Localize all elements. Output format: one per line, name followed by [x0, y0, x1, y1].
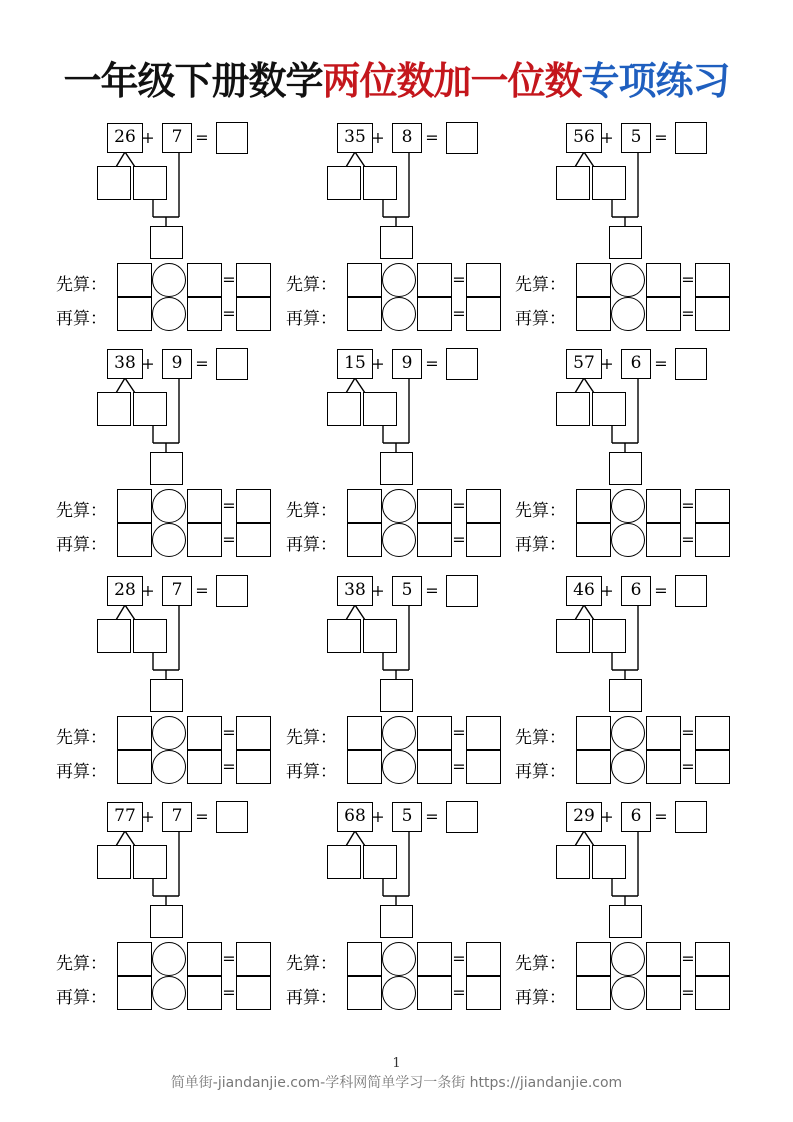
- addition-problem: [515, 348, 745, 568]
- first-step-label: 先算：: [286, 275, 337, 295]
- first-step-result-box[interactable]: [236, 716, 271, 750]
- then-step-operand-1-box[interactable]: [576, 297, 611, 331]
- second-addend: 5: [392, 576, 422, 606]
- first-addend: 46: [566, 576, 602, 606]
- then-step-label: 再算：: [56, 762, 107, 782]
- first-step-equals-sign: =: [681, 496, 695, 515]
- split-tens-box[interactable]: [97, 619, 131, 653]
- equals-sign: =: [654, 807, 668, 826]
- connector-line: [125, 831, 135, 846]
- first-step-label: 先算：: [286, 954, 337, 974]
- second-addend: 5: [621, 123, 651, 153]
- first-step-operand-1-box[interactable]: [576, 489, 611, 523]
- answer-box[interactable]: [446, 575, 478, 607]
- connector-line: [575, 605, 584, 620]
- first-step-operator-circle[interactable]: [382, 942, 416, 976]
- answer-box[interactable]: [675, 575, 707, 607]
- answer-box[interactable]: [446, 122, 478, 154]
- then-step-equals-sign: =: [452, 530, 466, 549]
- first-step-operand-1-box[interactable]: [576, 942, 611, 976]
- split-tens-box[interactable]: [556, 166, 590, 200]
- first-step-label: 先算：: [56, 501, 107, 521]
- first-step-equals-sign: =: [681, 723, 695, 742]
- first-step-operand-1-box[interactable]: [117, 716, 152, 750]
- connector-line: [346, 831, 355, 846]
- then-step-operand-2-box[interactable]: [417, 976, 452, 1010]
- equals-sign: =: [425, 581, 439, 600]
- plus-sign: +: [600, 581, 614, 600]
- plus-sign: +: [371, 354, 385, 373]
- then-step-operand-2-box[interactable]: [646, 976, 681, 1010]
- plus-sign: +: [141, 581, 155, 600]
- first-step-result-box[interactable]: [466, 942, 501, 976]
- then-step-operator-circle[interactable]: [152, 976, 186, 1010]
- combine-box[interactable]: [609, 452, 642, 485]
- then-step-label: 再算：: [286, 309, 337, 329]
- plus-sign: +: [141, 128, 155, 147]
- equals-sign: =: [195, 354, 209, 373]
- connector-line: [584, 831, 594, 846]
- then-step-result-box[interactable]: [695, 523, 730, 557]
- then-step-label: 再算：: [286, 535, 337, 555]
- connector-line: [355, 605, 365, 620]
- answer-box[interactable]: [675, 801, 707, 833]
- equals-sign: =: [654, 354, 668, 373]
- then-step-operand-1-box[interactable]: [117, 297, 152, 331]
- combine-box[interactable]: [609, 905, 642, 938]
- first-step-equals-sign: =: [452, 949, 466, 968]
- answer-box[interactable]: [216, 801, 248, 833]
- first-step-equals-sign: =: [452, 496, 466, 515]
- then-step-label: 再算：: [515, 988, 566, 1008]
- then-step-label: 再算：: [515, 535, 566, 555]
- combine-box[interactable]: [150, 679, 183, 712]
- then-step-operator-circle[interactable]: [382, 976, 416, 1010]
- then-step-operand-1-box[interactable]: [347, 523, 382, 557]
- then-step-result-box[interactable]: [466, 523, 501, 557]
- then-step-label: 再算：: [56, 309, 107, 329]
- then-step-equals-sign: =: [681, 757, 695, 776]
- first-step-operator-circle[interactable]: [152, 716, 186, 750]
- plus-sign: +: [371, 128, 385, 147]
- then-step-operand-2-box[interactable]: [417, 523, 452, 557]
- split-tens-box[interactable]: [327, 166, 361, 200]
- combine-box[interactable]: [380, 452, 413, 485]
- combine-box[interactable]: [609, 226, 642, 259]
- then-step-operand-2-box[interactable]: [417, 750, 452, 784]
- split-ones-box[interactable]: [133, 166, 167, 200]
- then-step-equals-sign: =: [452, 757, 466, 776]
- then-step-equals-sign: =: [681, 983, 695, 1002]
- plus-sign: +: [371, 581, 385, 600]
- split-tens-box[interactable]: [556, 619, 590, 653]
- plus-sign: +: [141, 354, 155, 373]
- split-tens-box[interactable]: [97, 845, 131, 879]
- second-addend: 9: [162, 349, 192, 379]
- then-step-equals-sign: =: [222, 983, 236, 1002]
- then-step-operand-2-box[interactable]: [187, 297, 222, 331]
- combine-box[interactable]: [380, 679, 413, 712]
- then-step-operator-circle[interactable]: [611, 750, 645, 784]
- connector-line: [116, 152, 125, 167]
- first-step-equals-sign: =: [222, 723, 236, 742]
- then-step-result-box[interactable]: [236, 523, 271, 557]
- then-step-operand-1-box[interactable]: [117, 523, 152, 557]
- first-step-operator-circle[interactable]: [611, 942, 645, 976]
- first-step-result-box[interactable]: [236, 489, 271, 523]
- first-addend: 29: [566, 802, 602, 832]
- plus-sign: +: [371, 807, 385, 826]
- then-step-operand-1-box[interactable]: [347, 750, 382, 784]
- first-step-operator-circle[interactable]: [382, 263, 416, 297]
- then-step-equals-sign: =: [681, 530, 695, 549]
- first-step-operand-1-box[interactable]: [347, 716, 382, 750]
- first-step-equals-sign: =: [452, 723, 466, 742]
- then-step-operand-2-box[interactable]: [646, 750, 681, 784]
- connector-line: [355, 152, 365, 167]
- then-step-operand-1-box[interactable]: [117, 976, 152, 1010]
- first-step-label: 先算：: [56, 275, 107, 295]
- second-addend: 7: [162, 802, 192, 832]
- first-step-operand-2-box[interactable]: [417, 942, 452, 976]
- addition-problem: [515, 575, 745, 795]
- then-step-operator-circle[interactable]: [152, 523, 186, 557]
- second-addend: 5: [392, 802, 422, 832]
- combine-box[interactable]: [150, 905, 183, 938]
- split-tens-box[interactable]: [327, 392, 361, 426]
- second-addend: 6: [621, 349, 651, 379]
- then-step-operator-circle[interactable]: [611, 976, 645, 1010]
- second-addend: 6: [621, 576, 651, 606]
- connector-line: [116, 831, 125, 846]
- title-part-practice: 专项练习: [581, 59, 730, 103]
- connector-line: [346, 152, 355, 167]
- addition-problem: [515, 801, 745, 1021]
- title-part-grade: 一年级下册数学: [63, 59, 323, 103]
- first-addend: 38: [107, 349, 143, 379]
- connector-line: [575, 152, 584, 167]
- then-step-operator-circle[interactable]: [382, 297, 416, 331]
- combine-box[interactable]: [150, 226, 183, 259]
- split-ones-box[interactable]: [363, 619, 397, 653]
- first-step-label: 先算：: [515, 728, 566, 748]
- first-step-operand-1-box[interactable]: [576, 716, 611, 750]
- answer-box[interactable]: [446, 348, 478, 380]
- first-step-equals-sign: =: [681, 949, 695, 968]
- equals-sign: =: [425, 807, 439, 826]
- first-step-result-box[interactable]: [236, 263, 271, 297]
- answer-box[interactable]: [675, 122, 707, 154]
- then-step-label: 再算：: [56, 988, 107, 1008]
- split-ones-box[interactable]: [133, 845, 167, 879]
- first-addend: 15: [337, 349, 373, 379]
- first-step-operand-2-box[interactable]: [417, 263, 452, 297]
- first-step-operand-2-box[interactable]: [646, 716, 681, 750]
- then-step-result-box[interactable]: [466, 750, 501, 784]
- first-step-label: 先算：: [515, 954, 566, 974]
- first-step-operator-circle[interactable]: [382, 716, 416, 750]
- then-step-result-box[interactable]: [236, 297, 271, 331]
- first-step-operand-1-box[interactable]: [117, 489, 152, 523]
- split-tens-box[interactable]: [97, 392, 131, 426]
- addition-problem: [286, 801, 516, 1021]
- connector-line: [125, 605, 135, 620]
- first-step-operand-1-box[interactable]: [347, 263, 382, 297]
- first-step-operator-circle[interactable]: [152, 942, 186, 976]
- then-step-result-box[interactable]: [695, 750, 730, 784]
- split-ones-box[interactable]: [592, 392, 626, 426]
- first-step-result-box[interactable]: [466, 263, 501, 297]
- first-step-operator-circle[interactable]: [152, 263, 186, 297]
- addition-problem: [286, 122, 516, 342]
- first-step-operand-1-box[interactable]: [117, 263, 152, 297]
- first-addend: 77: [107, 802, 143, 832]
- then-step-equals-sign: =: [452, 983, 466, 1002]
- combine-box[interactable]: [150, 452, 183, 485]
- connector-line: [346, 605, 355, 620]
- first-addend: 57: [566, 349, 602, 379]
- split-ones-box[interactable]: [592, 166, 626, 200]
- first-step-operand-2-box[interactable]: [646, 489, 681, 523]
- then-step-operand-2-box[interactable]: [646, 297, 681, 331]
- then-step-operand-1-box[interactable]: [576, 976, 611, 1010]
- then-step-label: 再算：: [515, 762, 566, 782]
- first-step-operand-2-box[interactable]: [187, 716, 222, 750]
- then-step-operator-circle[interactable]: [152, 297, 186, 331]
- first-step-equals-sign: =: [222, 949, 236, 968]
- connector-line: [584, 152, 594, 167]
- equals-sign: =: [654, 581, 668, 600]
- title-part-topic: 两位数加一位数: [322, 59, 582, 103]
- first-step-operand-1-box[interactable]: [347, 942, 382, 976]
- equals-sign: =: [425, 354, 439, 373]
- combine-box[interactable]: [380, 226, 413, 259]
- addition-problem: [286, 575, 516, 795]
- first-step-result-box[interactable]: [466, 716, 501, 750]
- answer-box[interactable]: [216, 348, 248, 380]
- first-step-label: 先算：: [286, 728, 337, 748]
- then-step-operator-circle[interactable]: [382, 523, 416, 557]
- then-step-operand-1-box[interactable]: [576, 523, 611, 557]
- page-number: 1: [392, 1056, 401, 1071]
- answer-box[interactable]: [216, 575, 248, 607]
- addition-problem: [515, 122, 745, 342]
- then-step-operator-circle[interactable]: [611, 523, 645, 557]
- then-step-equals-sign: =: [681, 304, 695, 323]
- first-step-label: 先算：: [56, 728, 107, 748]
- second-addend: 7: [162, 123, 192, 153]
- then-step-operand-2-box[interactable]: [187, 750, 222, 784]
- split-ones-box[interactable]: [592, 619, 626, 653]
- then-step-operator-circle[interactable]: [611, 297, 645, 331]
- plus-sign: +: [600, 354, 614, 373]
- first-step-operand-1-box[interactable]: [117, 942, 152, 976]
- equals-sign: =: [195, 807, 209, 826]
- then-step-label: 再算：: [286, 988, 337, 1008]
- equals-sign: =: [425, 128, 439, 147]
- first-step-operand-1-box[interactable]: [347, 489, 382, 523]
- connector-line: [125, 378, 135, 393]
- connector-line: [116, 605, 125, 620]
- first-step-result-box[interactable]: [695, 716, 730, 750]
- first-step-operand-2-box[interactable]: [646, 942, 681, 976]
- split-ones-box[interactable]: [133, 392, 167, 426]
- then-step-operand-2-box[interactable]: [187, 523, 222, 557]
- first-step-operand-2-box[interactable]: [187, 263, 222, 297]
- then-step-equals-sign: =: [452, 304, 466, 323]
- first-step-operator-circle[interactable]: [611, 489, 645, 523]
- first-step-operand-2-box[interactable]: [646, 263, 681, 297]
- connector-line: [575, 831, 584, 846]
- connector-line: [584, 605, 594, 620]
- then-step-equals-sign: =: [222, 304, 236, 323]
- first-step-label: 先算：: [515, 275, 566, 295]
- plus-sign: +: [141, 807, 155, 826]
- split-ones-box[interactable]: [592, 845, 626, 879]
- first-step-operator-circle[interactable]: [611, 716, 645, 750]
- then-step-label: 再算：: [286, 762, 337, 782]
- then-step-result-box[interactable]: [695, 297, 730, 331]
- split-ones-box[interactable]: [133, 619, 167, 653]
- first-addend: 68: [337, 802, 373, 832]
- then-step-equals-sign: =: [222, 530, 236, 549]
- then-step-result-box[interactable]: [236, 750, 271, 784]
- first-step-equals-sign: =: [681, 270, 695, 289]
- split-tens-box[interactable]: [327, 845, 361, 879]
- connector-line: [355, 378, 365, 393]
- then-step-result-box[interactable]: [695, 976, 730, 1010]
- first-step-operator-circle[interactable]: [611, 263, 645, 297]
- first-addend: 56: [566, 123, 602, 153]
- first-step-result-box[interactable]: [466, 489, 501, 523]
- first-step-operand-2-box[interactable]: [417, 716, 452, 750]
- connector-line: [125, 152, 135, 167]
- then-step-operand-1-box[interactable]: [347, 297, 382, 331]
- first-step-operator-circle[interactable]: [382, 489, 416, 523]
- split-tens-box[interactable]: [556, 845, 590, 879]
- then-step-operand-2-box[interactable]: [187, 976, 222, 1010]
- split-ones-box[interactable]: [363, 166, 397, 200]
- then-step-operator-circle[interactable]: [152, 750, 186, 784]
- split-tens-box[interactable]: [327, 619, 361, 653]
- second-addend: 9: [392, 349, 422, 379]
- then-step-operand-1-box[interactable]: [347, 976, 382, 1010]
- addition-problem: [286, 348, 516, 568]
- then-step-operand-2-box[interactable]: [646, 523, 681, 557]
- addition-problem: [56, 122, 286, 342]
- first-step-operand-2-box[interactable]: [187, 489, 222, 523]
- then-step-operator-circle[interactable]: [382, 750, 416, 784]
- connector-line: [116, 378, 125, 393]
- first-addend: 26: [107, 123, 143, 153]
- then-step-result-box[interactable]: [466, 976, 501, 1010]
- answer-box[interactable]: [216, 122, 248, 154]
- plus-sign: +: [600, 128, 614, 147]
- split-tens-box[interactable]: [97, 166, 131, 200]
- second-addend: 7: [162, 576, 192, 606]
- first-step-equals-sign: =: [222, 496, 236, 515]
- first-step-operator-circle[interactable]: [152, 489, 186, 523]
- first-step-label: 先算：: [286, 501, 337, 521]
- first-step-result-box[interactable]: [695, 263, 730, 297]
- then-step-operand-1-box[interactable]: [576, 750, 611, 784]
- split-tens-box[interactable]: [556, 392, 590, 426]
- footer-site-text: 简单街-jiandanjie.com-学科网简单学习一条街 https://jiandanjie.com: [170, 1075, 623, 1091]
- connector-line: [346, 378, 355, 393]
- answer-box[interactable]: [675, 348, 707, 380]
- connector-line: [584, 378, 594, 393]
- first-addend: 38: [337, 576, 373, 606]
- first-step-result-box[interactable]: [695, 489, 730, 523]
- split-ones-box[interactable]: [363, 845, 397, 879]
- first-step-operand-2-box[interactable]: [417, 489, 452, 523]
- addition-problem: [56, 575, 286, 795]
- addition-problem: [56, 801, 286, 1021]
- combine-box[interactable]: [609, 679, 642, 712]
- second-addend: 8: [392, 123, 422, 153]
- connector-line: [575, 378, 584, 393]
- equals-sign: =: [654, 128, 668, 147]
- first-addend: 35: [337, 123, 373, 153]
- first-step-label: 先算：: [515, 501, 566, 521]
- first-step-result-box[interactable]: [236, 942, 271, 976]
- first-step-operand-1-box[interactable]: [576, 263, 611, 297]
- then-step-result-box[interactable]: [466, 297, 501, 331]
- combine-box[interactable]: [380, 905, 413, 938]
- equals-sign: =: [195, 128, 209, 147]
- first-step-result-box[interactable]: [695, 942, 730, 976]
- then-step-result-box[interactable]: [236, 976, 271, 1010]
- then-step-operand-2-box[interactable]: [417, 297, 452, 331]
- split-ones-box[interactable]: [363, 392, 397, 426]
- then-step-equals-sign: =: [222, 757, 236, 776]
- equals-sign: =: [195, 581, 209, 600]
- first-step-operand-2-box[interactable]: [187, 942, 222, 976]
- connector-line: [355, 831, 365, 846]
- first-step-equals-sign: =: [222, 270, 236, 289]
- plus-sign: +: [600, 807, 614, 826]
- first-step-label: 先算：: [56, 954, 107, 974]
- second-addend: 6: [621, 802, 651, 832]
- first-step-equals-sign: =: [452, 270, 466, 289]
- answer-box[interactable]: [446, 801, 478, 833]
- first-addend: 28: [107, 576, 143, 606]
- then-step-label: 再算：: [515, 309, 566, 329]
- then-step-label: 再算：: [56, 535, 107, 555]
- addition-problem: [56, 348, 286, 568]
- then-step-operand-1-box[interactable]: [117, 750, 152, 784]
